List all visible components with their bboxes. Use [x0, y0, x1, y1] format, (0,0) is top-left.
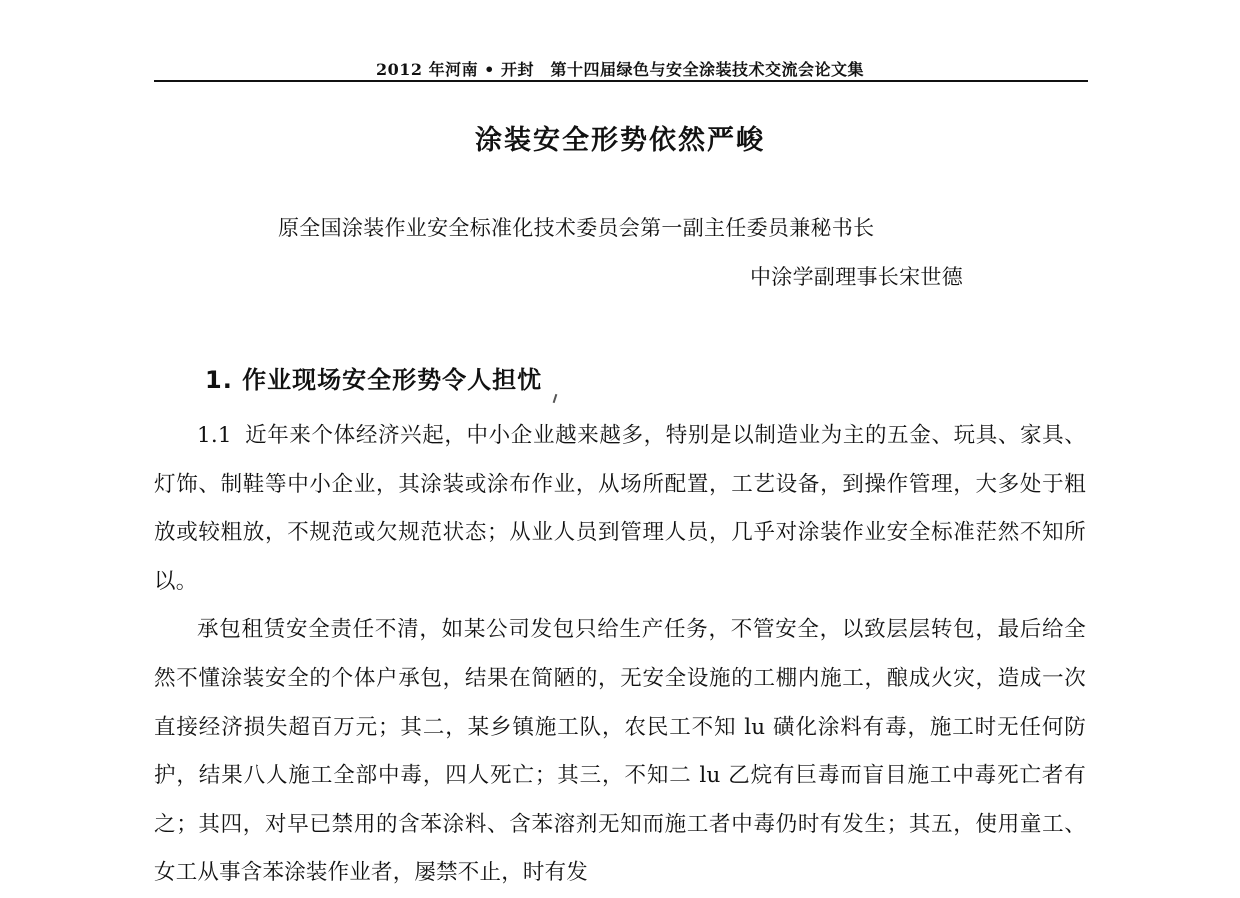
paragraph-text: 承包租赁安全责任不清，如某公司发包只给生产任务，不管安全，以致层层转包，最后给全然不懂涂装安全的个体户承包，结果在简陋的，无安全设施的工棚内施工，酿成火灾，造成一次直接经济损失超百万元；其二，某乡镇施工队，农民工不知 lu 磺化涂料有毒，施工时无任何防护，结果八人施工全部中毒，四人死亡；其三，不知二 lu 乙烷有巨毒而盲目施工中毒死亡者有之；其四，对早已禁用的含苯涂料、含苯溶剂无知而施工者中毒仍时有发生；其五，使用童工、女工从事含苯涂装作业者，屡禁不止，时有发	[154, 617, 1086, 886]
scan-artifact-mark	[553, 394, 558, 403]
running-header: 2012 年河南 • 开封 第十四届绿色与安全涂装技术交流会论文集	[376, 60, 864, 79]
paragraph-2	[154, 606, 1086, 898]
paragraph-number: 1.1	[197, 423, 232, 448]
section-heading: 1. 作业现场安全形势令人担忧	[205, 366, 543, 394]
author-affiliation: 原全国涂装作业安全标准化技术委员会第一副主任委员兼秘书长	[278, 216, 875, 240]
article-title: 涂装安全形势依然严峻	[475, 125, 765, 156]
paragraph-text: 近年来个体经济兴起，中小企业越来越多，特别是以制造业为主的五金、玩具、家具、灯饰、制鞋等中小企业，其涂装或涂布作业，从场所配置，工艺设备，到操作管理，大多处于粗放或较粗放，不规范或欠规范状态；从业人员到管理人员，几乎对涂装作业安全标准茫然不知所以。	[154, 423, 1086, 594]
paragraph-1-1	[154, 412, 1086, 606]
author-name: 中涂学副理事长宋世德	[750, 265, 963, 289]
header-rule	[154, 80, 1088, 82]
body-text	[154, 412, 1086, 898]
